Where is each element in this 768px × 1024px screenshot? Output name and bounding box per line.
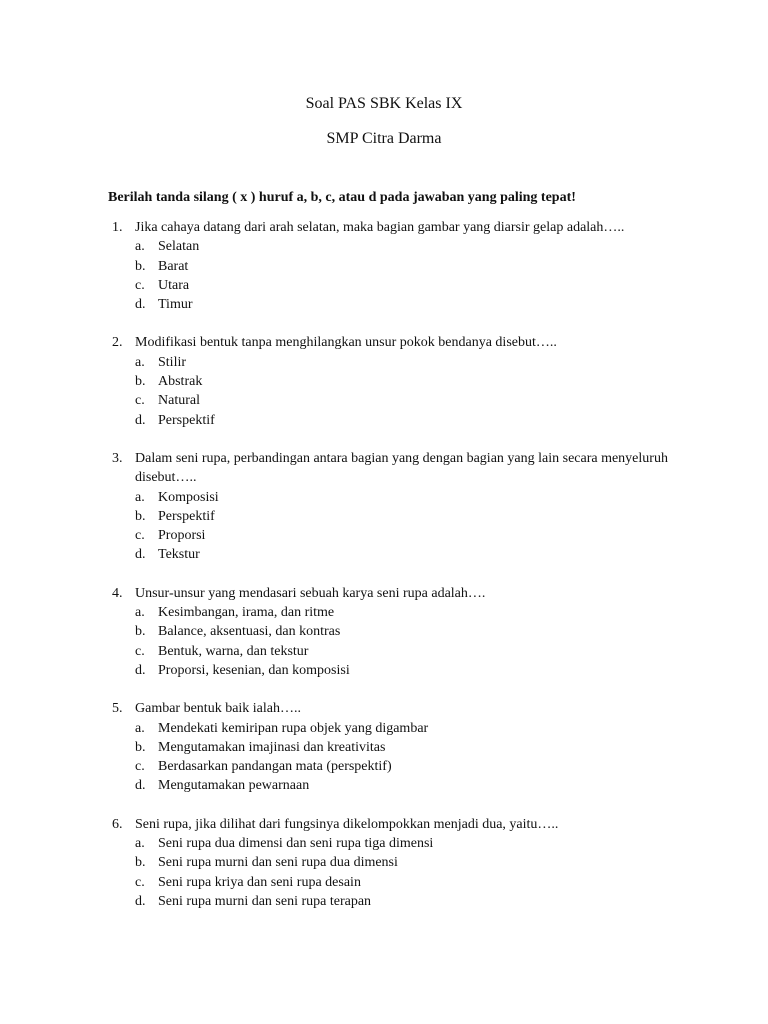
answer-option: [135, 353, 668, 372]
option-letter: a.: [135, 239, 145, 255]
option-text: Seni rupa dua dimensi dan seni rupa tiga dimensi: [158, 836, 434, 852]
option-letter: a.: [135, 720, 145, 736]
option-text: Stilir: [158, 354, 187, 370]
option-letter: d.: [135, 662, 146, 678]
answer-option: [135, 892, 668, 911]
answer-option: [135, 545, 668, 564]
question-text: Modifikasi bentuk tanpa menghilangkan unsur pokok bendanya disebut…..: [135, 335, 557, 351]
answer-option: [135, 603, 668, 622]
option-text: Seni rupa murni dan seni rupa dua dimensi: [158, 855, 398, 871]
option-letter: c.: [135, 393, 145, 409]
option-letter: d.: [135, 547, 146, 563]
option-text: Bentuk, warna, dan tekstur: [158, 643, 309, 659]
option-text: Seni rupa murni dan seni rupa terapan: [158, 893, 372, 909]
option-letter: b.: [135, 624, 146, 640]
question-item: [108, 449, 668, 565]
instruction-text: Berilah tanda silang ( x ) huruf a, b, c, atau d pada jawaban yang paling tepat!: [108, 190, 576, 205]
option-text: Utara: [158, 277, 190, 293]
question-text: Dalam seni rupa, perbandingan antara bagian yang dengan bagian yang lain secara menyeluruh disebut…..: [135, 450, 668, 486]
option-letter: d.: [135, 297, 146, 313]
question-number: 5.: [112, 701, 123, 717]
option-letter: b.: [135, 508, 146, 524]
option-text: Timur: [158, 297, 193, 313]
option-letter: b.: [135, 739, 146, 755]
option-letter: c.: [135, 277, 145, 293]
option-letter: d.: [135, 778, 146, 794]
option-text: Selatan: [158, 239, 200, 255]
option-letter: d.: [135, 893, 146, 909]
question-number: 4.: [112, 585, 123, 601]
option-text: Perspektif: [158, 508, 215, 524]
option-letter: c.: [135, 874, 145, 890]
answer-option: [135, 257, 668, 276]
question-item: [108, 218, 668, 314]
option-text: Proporsi: [158, 528, 206, 544]
question-item: [108, 815, 668, 911]
answer-option: [135, 719, 668, 738]
question-text: Jika cahaya datang dari arah selatan, maka bagian gambar yang diarsir gelap adalah…..: [135, 220, 625, 235]
question-text: Seni rupa, jika dilihat dari fungsinya dikelompokkan menjadi dua, yaitu…..: [135, 816, 559, 832]
answer-option: [135, 507, 668, 526]
answer-option: [135, 488, 668, 507]
question-number: 3.: [112, 450, 123, 466]
answer-option: [135, 757, 668, 776]
answer-options: [135, 488, 668, 565]
question-list: [108, 218, 668, 930]
question-item: [108, 584, 668, 680]
question-number: 6.: [112, 816, 123, 832]
answer-options: [135, 353, 668, 430]
option-text: Abstrak: [158, 374, 203, 390]
page-title: Soal PAS SBK Kelas IX: [305, 95, 463, 112]
question-item: [108, 333, 668, 429]
answer-option: [135, 642, 668, 661]
option-text: Perspektif: [158, 412, 215, 428]
option-letter: b.: [135, 374, 146, 390]
option-text: Barat: [158, 258, 189, 274]
answer-options: [135, 603, 668, 680]
answer-option: [135, 873, 668, 892]
option-text: Mengutamakan imajinasi dan kreativitas: [158, 739, 386, 755]
option-text: Mendekati kemiripan rupa objek yang digambar: [158, 720, 429, 736]
option-letter: c.: [135, 759, 145, 775]
answer-option: [135, 391, 668, 410]
question-text: Gambar bentuk baik ialah…..: [135, 701, 302, 717]
option-letter: d.: [135, 412, 146, 428]
option-letter: a.: [135, 836, 145, 852]
option-letter: b.: [135, 855, 146, 871]
option-text: Seni rupa kriya dan seni rupa desain: [158, 874, 361, 890]
answer-option: [135, 776, 668, 795]
option-text: Proporsi, kesenian, dan komposisi: [158, 662, 350, 678]
answer-option: [135, 738, 668, 757]
school-name: SMP Citra Darma: [326, 130, 442, 147]
answer-options: [135, 834, 668, 911]
question-number: 1.: [112, 220, 123, 235]
option-letter: a.: [135, 605, 145, 621]
option-text: Natural: [158, 393, 200, 409]
answer-options: [135, 237, 668, 314]
option-letter: a.: [135, 354, 145, 370]
option-text: Balance, aksentuasi, dan kontras: [158, 624, 341, 640]
question-item: [108, 699, 668, 795]
answer-option: [135, 411, 668, 430]
option-letter: a.: [135, 489, 145, 505]
answer-option: [135, 853, 668, 872]
option-text: Mengutamakan pewarnaan: [158, 778, 310, 794]
question-number: 2.: [112, 335, 123, 351]
answer-option: [135, 526, 668, 545]
option-letter: c.: [135, 528, 145, 544]
option-letter: b.: [135, 258, 146, 274]
option-text: Berdasarkan pandangan mata (perspektif): [158, 759, 392, 775]
option-text: Tekstur: [158, 547, 200, 563]
answer-option: [135, 834, 668, 853]
answer-option: [135, 622, 668, 641]
answer-options: [135, 719, 668, 796]
question-text: Unsur-unsur yang mendasari sebuah karya seni rupa adalah….: [135, 585, 486, 601]
answer-option: [135, 237, 668, 256]
answer-option: [135, 661, 668, 680]
option-text: Komposisi: [158, 489, 219, 505]
option-text: Kesimbangan, irama, dan ritme: [158, 605, 335, 621]
answer-option: [135, 276, 668, 295]
answer-option: [135, 295, 668, 314]
answer-option: [135, 372, 668, 391]
option-letter: c.: [135, 643, 145, 659]
